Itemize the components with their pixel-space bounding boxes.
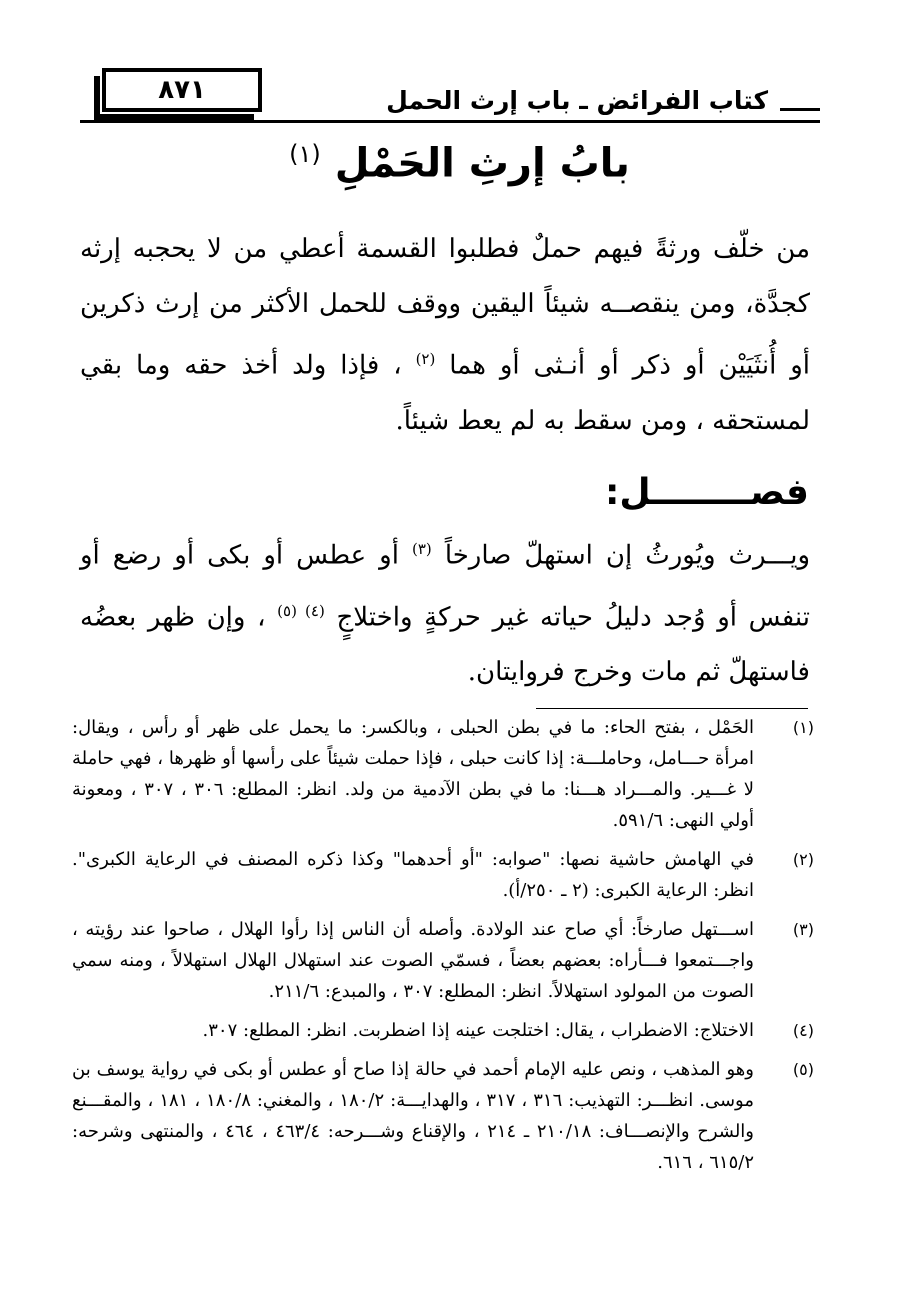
chapter-title-text: بابُ إرثِ الحَمْلِ (334, 140, 630, 187)
page-number-box (102, 68, 262, 112)
footnote-text: في الهامش حاشية نصها: "صوابه: "أو أحدهما" وكذا ذكره المصنف في الرعاية الكبرى". انظر: الرعاية الكبرى: (٢ ـ ٢٥٠/أ). (72, 849, 754, 901)
footnote-number: (١) (792, 718, 814, 737)
footnote (72, 1015, 814, 1046)
footnote-text: الحَمْل ، بفتح الحاء: ما في بطن الحبلى ، وبالكسر: ما يحمل على ظهر أو رأس ، ويقال: امرأة حـــامل، وحاملـــة: إذا كانت حبلى ، فإذا حملت شيئاً على رأسها أو ظهرها ، فهي حاملة لا غـــير. والمـــراد هـــنا: ما في بطن الآدمية من ولد. انظر: المطلع: ٣٠٦ ، ٣٠٧ ، ومعونة أولي النهى: ٥٩١/٦. (72, 717, 754, 831)
paragraph-inheritance (80, 222, 810, 449)
footnote-number: (٢) (792, 850, 814, 869)
para1-note-ref: (٢) (415, 350, 436, 368)
footnote (72, 1054, 814, 1178)
footnote-separator (536, 708, 808, 709)
footnote-text: اســـتهل صارخاً: أي صاح عند الولادة. وأصله أن الناس إذا رأوا الهلال ، صاحوا عند رؤيته ، واجـــتمعوا فـــأراه: بعضهم بعضاً ، فسمّي الصوت عند استهلال الهلال استهلالاً ، ومنه سمي الصوت من المولود استهلالاً. انظر: المطلع: ٣٠٧ ، والمبدع: ٢١١/٦. (72, 919, 754, 1002)
para2-text-a: ويـــرث ويُورثُ إن استهلّ صارخاً (444, 540, 811, 571)
running-title: كتاب الفرائض ـ باب إرث الحمل (386, 86, 768, 115)
para1-text: من خلّف ورثةً فيهم حملٌ فطلبوا القسمة أعطي من لا يحجبه إرثه كجدَّة، ومن ينقصــه شيئاً اليقين ووقف للحمل الأكثر من إرث ذكرين أو أُنثَيَيْن أو ذكر أو أنـثى أو هما (80, 234, 811, 381)
footnote-number: (٥) (792, 1060, 814, 1079)
para2-text-c: ، وإن ظهر بعضُه فاستهلّ ثم مات وخرج فروايتان. (80, 602, 810, 688)
footnote-number: (٤) (792, 1021, 814, 1040)
header-rule (80, 120, 820, 123)
paragraph-section (80, 522, 810, 700)
section-heading: فصــــــــل: (604, 472, 809, 513)
footnote (72, 914, 814, 1007)
chapter-note-ref: (١) (289, 140, 321, 168)
para2-text-b: أو عطس أو بكى أو رضع أو تنفس أو وُجد دليلُ حياته غير حركةٍ واختلاجٍ (80, 540, 811, 633)
header-dash (780, 108, 820, 111)
footnote (72, 712, 814, 836)
para2-note-ref-3: (٣) (412, 540, 432, 558)
footnote-text: وهو المذهب ، ونص عليه الإمام أحمد في حالة إذا صاح أو عطس أو بكى في رواية يوسف بن موسى. انظـــر: التهذيب: ٣١٦ ، ٣١٧ ، والهدايـــة: ١٨٠/٢ ، والمغني: ١٨٠/٨ ، ١٨١ ، والمقـــنع والشرح والإنصـــاف: ٢١٠/١٨ ـ ٢١٤ ، والإقناع وشـــرحه: ٤٦٣/٤ ، ٤٦٤ ، والمنتهى وشرحه: ٦١٥/٢ ، ٦١٦. (72, 1059, 754, 1173)
page-number: ٨٧١ (158, 75, 206, 105)
footnotes (72, 712, 814, 1186)
page-header (80, 60, 820, 122)
chapter-title (0, 140, 919, 186)
footnote-text: الاختلاج: الاضطراب ، يقال: اختلجت عينه إذا اضطربت. انظر: المطلع: ٣٠٧. (202, 1020, 754, 1041)
para2-note-ref-4-5: (٤) (٥) (277, 601, 325, 620)
footnote-number: (٣) (792, 920, 814, 939)
para1-end: ، فإذا ولد أخذ حقه وما بقي لمستحقه ، ومن سقط به لم يعط شيئاً. (80, 350, 810, 436)
footnote (72, 844, 814, 906)
